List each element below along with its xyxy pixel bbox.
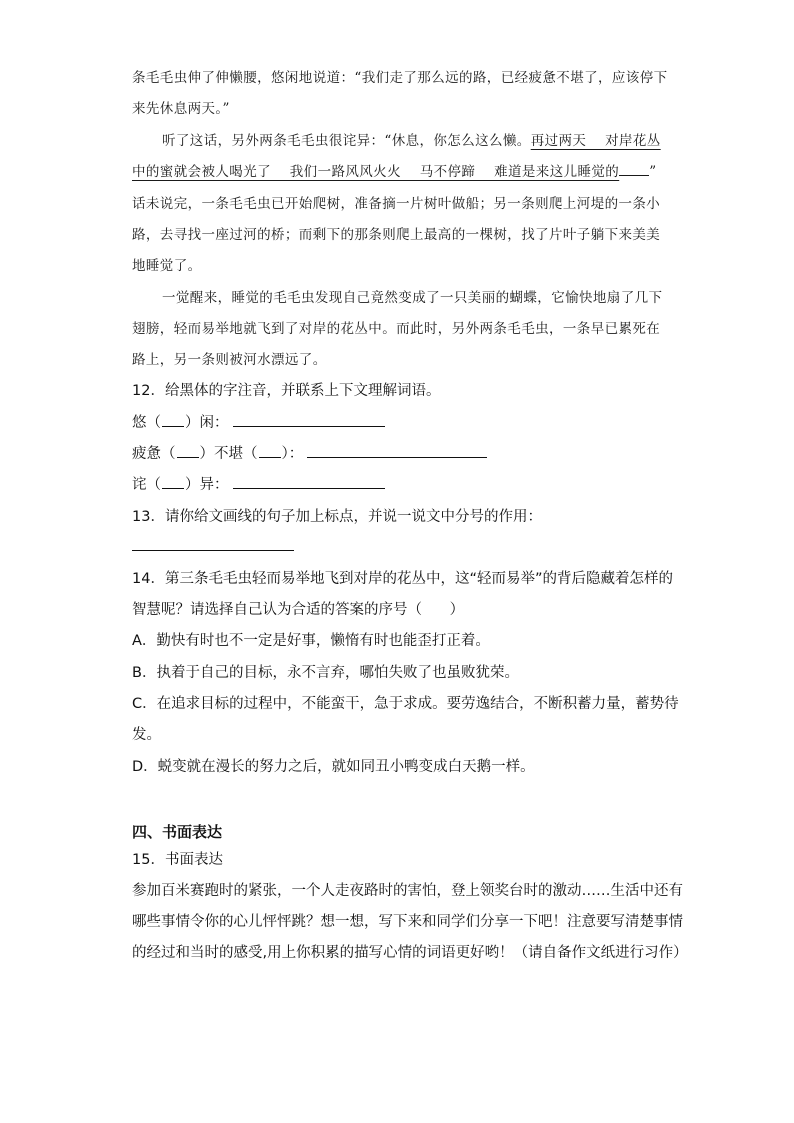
- pinyin-blank-1[interactable]: [162, 414, 184, 427]
- story-line-3-text: 听了这话，另外两条毛毛虫很诧异：“休息，你怎么这么懒。: [162, 133, 531, 149]
- q12-item-1-char: 悠（: [132, 415, 161, 431]
- closing-quote: ”: [649, 164, 657, 180]
- underlined-sentence-part-2: 中的蜜就会被人喝光了 我们一路风风火火 马不停蹄 难道是来这儿睡觉的: [132, 164, 620, 180]
- story-line-1: 条毛毛虫伸了伸懒腰，悠闲地说道：“我们走了那么远的路，已经疲惫不堪了，应该停下: [132, 70, 668, 86]
- q15-title: 15．书面表达: [132, 852, 223, 868]
- q12-prompt: 12．给黑体的字注音，并联系上下文理解词语。: [132, 383, 441, 399]
- story-line-5: 话未说完，一条毛毛虫已开始爬树，准备摘一片树叶做船；另一条则爬上河堤的一条小: [132, 196, 661, 212]
- q15-body-line-2: 哪些事情令你的心儿怦怦跳？想一想，写下来和同学们分享一下吧！注意要写清楚事情: [132, 914, 683, 930]
- story-line-7: 地睡觉了。: [132, 258, 202, 274]
- meaning-blank-3[interactable]: [233, 474, 385, 489]
- q12-item-2-rest: ）：: [281, 446, 304, 462]
- q12-item-1: [132, 411, 385, 432]
- story-line-10: 路上，另一条则被河水漂远了。: [132, 352, 327, 368]
- q14-option-a: A．勤快有时也不一定是好事，懒惰有时也能歪打正着。: [132, 633, 490, 649]
- q14-prompt-line-1: 14．第三条毛毛虫轻而易举地飞到对岸的花丛中，这“轻而易举”的背后隐藏着怎样的: [132, 571, 673, 587]
- q12-item-2-word: 疲惫（: [132, 446, 176, 462]
- q12-item-2: [132, 442, 487, 463]
- underlined-sentence-part-1: 再过两天 对岸花丛: [530, 133, 661, 149]
- story-line-2: 来先休息两天。”: [132, 101, 230, 117]
- meaning-blank-1[interactable]: [233, 412, 385, 427]
- q12-item-1-rest: ）闲：: [185, 415, 229, 431]
- q12-item-3: [132, 473, 385, 494]
- q12-item-3-rest: ）异：: [185, 477, 229, 493]
- story-line-3: [162, 129, 661, 149]
- q12-item-3-char: 诧（: [132, 477, 161, 493]
- q14-option-d: D．蜕变就在漫长的努力之后，就如同丑小鸭变成白天鹅一样。: [132, 759, 535, 775]
- meaning-blank-2[interactable]: [307, 443, 487, 458]
- q15-body-line-1: 参加百米赛跑时的紧张，一个人走夜路时的害怕，登上领奖台时的激动……生活中还有: [132, 883, 683, 899]
- story-line-9: 翅膀，轻而易举地就飞到了对岸的花丛中。而此时，另外两条毛毛虫，一条早已累死在: [132, 321, 661, 337]
- story-line-6: 路，去寻找一座过河的桥；而剩下的那条则爬上最高的一棵树，找了片叶子躺下来美美: [132, 227, 661, 243]
- q14-prompt-line-2: 智慧呢？请选择自己认为合适的答案的序号（ ）: [132, 602, 465, 618]
- pinyin-blank-3[interactable]: [259, 445, 281, 458]
- q14-option-c-line-2: 发。: [132, 727, 161, 743]
- pinyin-blank-2[interactable]: [177, 445, 199, 458]
- q15-body-line-3: 的经过和当时的感受,用上你积累的描写心情的词语更好哟！（请自备作文纸进行习作）: [132, 945, 688, 961]
- q14-option-c-line-1: C．在追求目标的过程中，不能蛮干，急于求成。要劳逸结合，不断积蓄力量，蓄势待: [132, 696, 679, 712]
- q12-item-2-mid: ）不堪（: [199, 446, 258, 462]
- story-line-4: [132, 160, 657, 180]
- section-4-heading: 四、书面表达: [132, 823, 223, 841]
- pinyin-blank-4[interactable]: [162, 476, 184, 489]
- story-line-8: 一觉醒来，睡觉的毛毛虫发现自己竟然变成了一只美丽的蝴蝶，它愉快地扇了几下: [162, 290, 663, 306]
- q14-option-b: B．执着于自己的目标，永不言弃，哪怕失败了也虽败犹荣。: [132, 665, 519, 681]
- underline-tail: [619, 163, 649, 176]
- q13-answer-line[interactable]: [132, 550, 294, 551]
- q13-prompt: 13．请你给文画线的句子加上标点，并说一说文中分号的作用：: [132, 509, 542, 525]
